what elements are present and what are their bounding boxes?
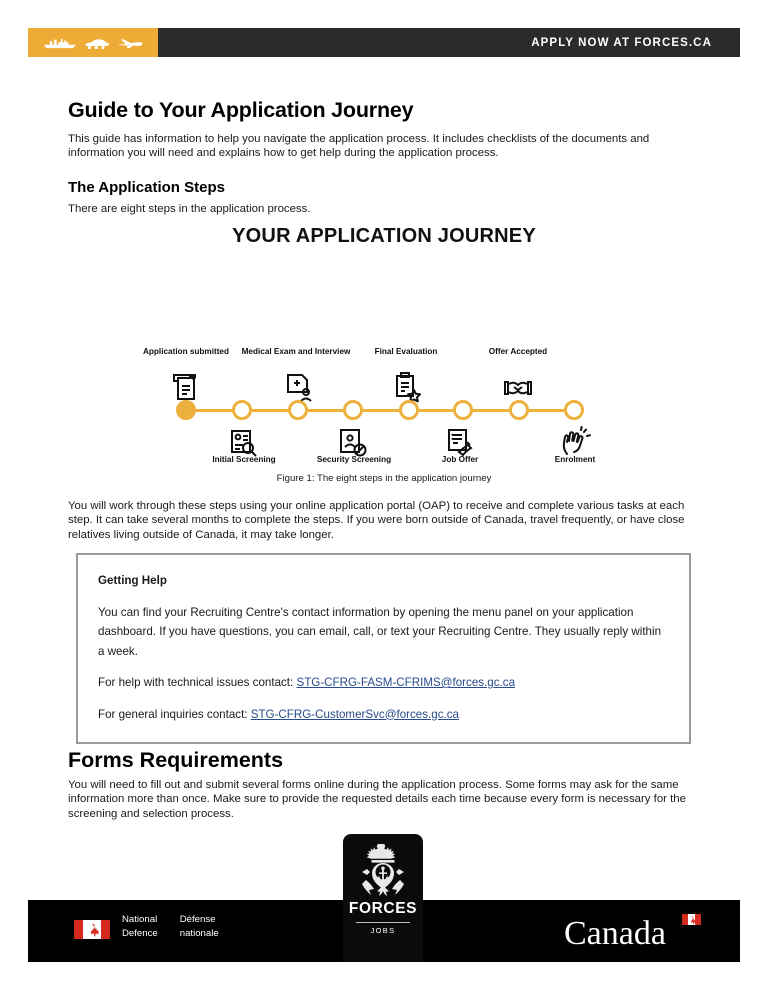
- medical-person-icon: [281, 370, 315, 404]
- air-force-jet-icon: [117, 37, 143, 49]
- intro-paragraph: This guide has information to help you navigate the application process. It includes checklists of the documents and information you will need and explains how to get help during the application process.: [68, 133, 650, 160]
- clipboard-star-icon: [390, 370, 424, 404]
- forces-badge-subtitle: JOBS: [370, 926, 396, 935]
- step-label-security-screening: Security Screening: [316, 455, 392, 464]
- application-steps-text: There are eight steps in the application process.: [68, 202, 311, 215]
- technical-contact-prefix: For help with technical issues contact:: [98, 676, 297, 689]
- general-contact-line: [98, 705, 669, 725]
- general-contact-prefix: For general inquiries contact:: [98, 707, 251, 721]
- step-label-final-evaluation: Final Evaluation: [374, 347, 438, 356]
- header-service-icons: [28, 28, 158, 57]
- timeline-node-2[interactable]: [232, 400, 252, 420]
- dnd-defence-label: Defence: [122, 928, 158, 939]
- callout-title: Getting Help: [98, 574, 167, 587]
- step-label-medical-exam: Medical Exam and Interview: [241, 347, 351, 356]
- step-label-job-offer: Job Offer: [441, 455, 479, 464]
- timeline-node-6[interactable]: [453, 400, 473, 420]
- document-intro-section: [68, 98, 700, 216]
- forms-requirements-text: You will need to fill out and submit several forms online during the application process. Some forms may ask for the same information more than once. Make sure to provide the requested details each time because every form is necessary for the screening and selection process.: [68, 779, 686, 820]
- technical-contact-line: [98, 673, 669, 693]
- canada-flag-icon: [74, 920, 110, 939]
- timeline-node-5[interactable]: [399, 400, 419, 420]
- general-inquiries-email-link[interactable]: STG-CFRG-CustomerSvc@forces.gc.ca: [250, 707, 459, 721]
- journey-figure: [0, 225, 768, 484]
- technical-support-email-link[interactable]: STG-CFRG-FASM-CFRIMS@forces.gc.ca: [296, 676, 516, 689]
- step-label-application-submitted: Application submitted: [143, 347, 229, 356]
- step-label-initial-screening: Initial Screening: [212, 455, 276, 464]
- dnd-defense-label: Défense: [179, 914, 216, 925]
- step-label-enrolment: Enrolment: [554, 455, 596, 464]
- dnd-english: [122, 913, 158, 941]
- timeline-node-1[interactable]: [176, 400, 196, 420]
- dnd-french: [180, 913, 219, 941]
- timeline-node-3[interactable]: [288, 400, 308, 420]
- figure-title: YOUR APPLICATION JOURNEY: [232, 225, 536, 247]
- getting-help-callout: [76, 553, 691, 744]
- journey-timeline: [0, 268, 768, 473]
- callout-paragraph: You can find your Recruiting Centre's contact information by opening the menu panel on your application dashboard. If you have questions, you can email, call, or text your Recruiting Centre. They usually reply within a week.: [98, 605, 662, 658]
- svg-text:Canada: Canada: [564, 915, 666, 950]
- page-header-banner: [28, 28, 740, 57]
- dnd-wordmark: [122, 913, 219, 941]
- army-vehicle-icon: [84, 37, 110, 49]
- timeline-node-7[interactable]: [509, 400, 529, 420]
- header-apply-bar: [158, 28, 740, 57]
- forces-jobs-badge: [343, 834, 423, 962]
- canada-wordmark-icon: [562, 912, 712, 950]
- canadian-armed-forces-crest-icon: [356, 842, 410, 898]
- document-submitted-icon: [169, 370, 203, 404]
- apply-now-text: APPLY NOW AT FORCES.CA: [531, 36, 712, 49]
- post-figure-section: [68, 499, 700, 542]
- navy-ship-icon: [43, 37, 77, 49]
- dnd-national-label: National: [122, 914, 158, 925]
- timeline-node-4[interactable]: [343, 400, 363, 420]
- forces-badge-divider: [356, 922, 410, 923]
- step-label-offer-accepted: Offer Accepted: [488, 347, 548, 356]
- forms-requirements-heading: Forms Requirements: [68, 748, 284, 772]
- forms-requirements-section: [68, 748, 700, 821]
- forces-badge-title: FORCES: [348, 900, 418, 917]
- page-title: Guide to Your Application Journey: [68, 98, 414, 122]
- application-steps-heading: The Application Steps: [68, 178, 225, 196]
- figure-caption: Figure 1: The eight steps in the application journey: [276, 473, 492, 484]
- dnd-nationale-label: nationale: [179, 928, 219, 939]
- timeline-node-8[interactable]: [564, 400, 584, 420]
- post-figure-paragraph: You will work through these steps using your online application portal (OAP) to receive and complete various tasks at each step. It can take several months to complete the steps. If you were born outside of Canada, travel frequently, or have close relatives living outside of Canada, it may take longer.: [68, 500, 685, 541]
